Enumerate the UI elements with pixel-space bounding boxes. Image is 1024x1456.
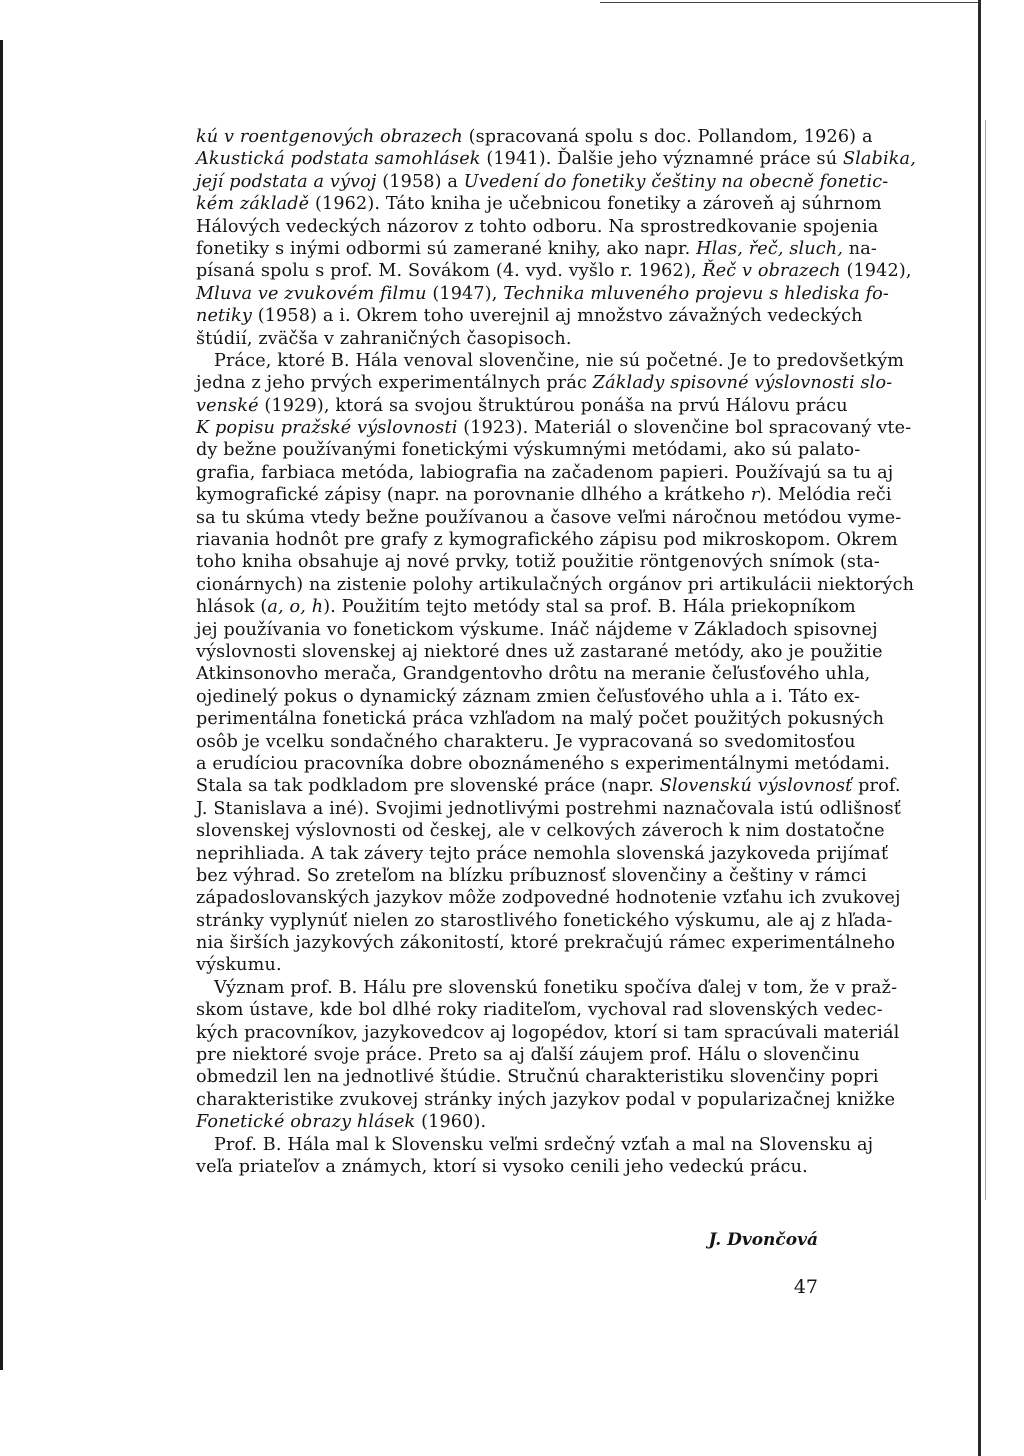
text-line xyxy=(196,932,896,954)
text-line xyxy=(196,260,912,282)
text-span: cionárnych) na zistenie polohy artikulačných orgánov pri artikulácii niektorých xyxy=(196,574,915,595)
text-line xyxy=(196,305,863,327)
text-span: sa tu skúma vtedy bežne používanou a časove veľmi náročnou metódou vyme- xyxy=(196,507,902,528)
text-line xyxy=(196,574,915,596)
text-span: hlások ( xyxy=(196,597,268,618)
text-line xyxy=(196,171,889,193)
text-line xyxy=(196,216,879,238)
text-line xyxy=(196,529,898,551)
text-span: fonetiky s inými odbormi sú zamerané knihy, ako napr. xyxy=(196,238,697,259)
text-span: ). Melódia reči xyxy=(759,485,892,506)
italic-title-text: a, o, h xyxy=(267,597,324,618)
text-span: kymografické zápisy (napr. na porovnanie dlhého a krátkeho xyxy=(196,485,751,506)
text-span: štúdií, zväčša v zahraničných časopisoch. xyxy=(196,328,572,349)
text-line xyxy=(196,1156,818,1178)
text-span: grafia, farbiaca metóda, labiografia na začadenom papieri. Používajú sa tu aj xyxy=(196,462,894,483)
text-line xyxy=(196,820,885,842)
text-line xyxy=(196,372,893,394)
text-line xyxy=(196,462,894,484)
text-span: (1960). xyxy=(415,1112,487,1133)
text-span: (1929), ktorá sa svojou štruktúrou ponáša na prvú Hálovu prácu xyxy=(258,395,848,416)
text-line xyxy=(196,350,905,372)
italic-title-text: K popisu pražské výslovnosti xyxy=(196,418,458,439)
text-line xyxy=(196,148,916,170)
italic-title-text: Uvedení do fonetiky češtiny na obecně fonetic- xyxy=(463,171,889,192)
text-span: jedna z jeho prvých experimentálnych prác xyxy=(196,373,593,394)
text-span: (1942), xyxy=(840,261,912,282)
text-line xyxy=(196,1066,879,1088)
text-line xyxy=(196,596,856,618)
text-span: (1962). Táto kniha je učebnicou fonetiky a zároveň aj súhrnom xyxy=(309,194,882,215)
text-span: (1941). Ďalšie jeho významné práce sú xyxy=(480,149,843,170)
article-body xyxy=(196,126,916,1178)
text-line xyxy=(196,798,901,820)
italic-title-text: Fonetické obrazy hlásek xyxy=(196,1112,416,1133)
text-span: obmedzil len na jednotlivé štúdie. Stručnú charakteristiku slovenčiny popri xyxy=(196,1067,879,1088)
text-span: výskumu. xyxy=(196,955,282,976)
text-span: skom ústave, kde bol dlhé roky riaditeľom, vychoval rad slovenských vedec- xyxy=(196,1000,883,1021)
text-line xyxy=(196,439,861,461)
text-line xyxy=(196,395,848,417)
text-span: kých pracovníkov, jazykovedcov aj logopédov, ktorí si tam spracúvali materiál xyxy=(196,1022,900,1043)
text-line xyxy=(196,775,901,797)
italic-title-text: její podstata a vývoj xyxy=(196,171,377,192)
text-span: J. Stanislava a iné). Svojimi jednotlivými postrehmi naznačovala istú odlišnosť xyxy=(196,798,901,819)
text-span: Význam prof. B. Hálu pre slovenskú fonetiku spočíva ďalej v tom, že v praž- xyxy=(214,977,898,998)
text-line xyxy=(196,865,867,887)
scan-edge-right-shadow xyxy=(985,120,986,1200)
text-span: ). Použitím tejto metódy stal sa prof. B. Hála priekopníkom xyxy=(323,597,856,618)
text-line xyxy=(196,484,892,506)
text-line xyxy=(196,1044,860,1066)
text-span: riavania hodnôt pre grafy z kymografického zápisu pod mikroskopom. Okrem xyxy=(196,530,898,551)
text-line xyxy=(196,887,901,909)
text-span: (1923). Materiál o slovenčine bol spracovaný vte- xyxy=(457,418,912,439)
text-line xyxy=(196,126,873,148)
text-span: veľa priateľov a známych, ktorí si vysoko cenili jeho vedeckú prácu. xyxy=(196,1156,808,1177)
text-span: písaná spolu s prof. M. Sovákom (4. vyd. vyšlo r. 1962), xyxy=(196,261,703,282)
text-span: Práce, ktoré B. Hála venoval slovenčine, nie sú početné. Je to predovšetkým xyxy=(214,350,905,371)
text-line xyxy=(196,417,912,439)
italic-title-text: venské xyxy=(196,395,259,416)
text-span: ojedinelý pokus o dynamický záznam zmien čeľusťového uhla a i. Táto ex- xyxy=(196,686,861,707)
text-span: (spracovaná spolu s doc. Pollandom, 1926) a xyxy=(462,127,873,147)
text-line xyxy=(196,1022,900,1044)
italic-title-text: kú v roentgenových obrazech xyxy=(196,127,463,147)
text-line xyxy=(196,731,856,753)
text-line xyxy=(196,507,902,529)
text-span: jej používania vo fonetickom výskume. Ináč nájdeme v Základoch spisovnej xyxy=(196,619,878,640)
text-span: perimentálna fonetická práca vzhľadom na malý počet použitých pokusných xyxy=(196,709,885,730)
text-line xyxy=(196,1089,896,1111)
text-span: (1958) a xyxy=(376,171,464,192)
text-line xyxy=(196,977,898,999)
text-line xyxy=(196,283,889,305)
text-span: (1958) a i. Okrem toho uverejnil aj množstvo závažných vedeckých xyxy=(251,306,863,327)
italic-title-text: Hlas, řeč, sluch, xyxy=(696,238,843,259)
text-span: charakteristike zvukovej stránky iných jazykov podal v popularizačnej knižke xyxy=(196,1089,896,1110)
text-line xyxy=(196,193,882,215)
text-span: západoslovanských jazykov môže zodpovedné hodnotenie vzťahu ich zvukovej xyxy=(196,888,901,909)
text-span: bez výhrad. So zreteľom na blízku príbuznosť slovenčiny a češtiny v rámci xyxy=(196,865,867,886)
text-span: a erudíciou pracovníka dobre oboznámeného s experimentálnymi metódami. xyxy=(196,753,891,774)
text-line xyxy=(196,954,818,976)
text-span: dy bežne používanými fonetickými výskumnými metódami, ako sú palato- xyxy=(196,440,861,461)
text-line xyxy=(196,843,889,865)
text-span: slovenskej výslovnosti od českej, ale v celkových záveroch k nim dostatočne xyxy=(196,821,885,842)
italic-title-text: Základy spisovné výslovnosti slo- xyxy=(592,373,893,394)
text-line xyxy=(196,328,818,350)
text-line xyxy=(196,641,883,663)
italic-title-text: Technika mluveného projevu s hlediska fo- xyxy=(503,283,889,304)
text-line xyxy=(196,619,878,641)
italic-title-text: netiky xyxy=(196,306,252,327)
text-span: neprihliada. A tak závery tejto práce nemohla slovenská jazykoveda prijímať xyxy=(196,843,889,864)
text-span: Hálových vedeckých názorov z tohto odboru. Na sprostredkovanie spojenia xyxy=(196,216,879,237)
italic-title-text: Mluva ve zvukovém filmu xyxy=(196,283,427,304)
text-span: Atkinsonovho merača, Grandgentovho drôtu na meranie čeľusťového uhla, xyxy=(196,664,871,685)
text-span: (1947), xyxy=(426,283,504,304)
text-line xyxy=(196,999,883,1021)
text-span: osôb je vcelku sondačného charakteru. Je vypracovaná so svedomitosťou xyxy=(196,731,856,752)
text-span: stránky vyplynúť nielen zo starostlivého fonetického výskumu, ale aj z hľada- xyxy=(196,910,893,931)
italic-title-text: r xyxy=(750,485,760,506)
scan-edge-right xyxy=(978,0,981,1456)
text-line xyxy=(196,910,893,932)
italic-title-text: Akustická podstata samohlásek xyxy=(196,149,481,170)
scan-edge-top xyxy=(600,2,980,3)
author-signature: J. Dvončová xyxy=(708,1230,818,1250)
page-number: 47 xyxy=(793,1276,818,1298)
text-span: nia širších jazykových zákonitostí, ktoré prekračujú rámec experimentálneho xyxy=(196,933,896,954)
italic-title-text: Slovenskú výslovnosť xyxy=(659,776,853,797)
text-span: na- xyxy=(843,238,877,259)
text-span: toho kniha obsahuje aj nové prvky, totiž použitie röntgenových snímok (sta- xyxy=(196,552,880,573)
text-span: výslovnosti slovenskej aj niektoré dnes už zastarané metódy, ako je použitie xyxy=(196,641,883,662)
text-line xyxy=(196,238,877,260)
text-line xyxy=(196,1111,818,1133)
text-span: Stala sa tak podkladom pre slovenské práce (napr. xyxy=(196,776,660,797)
text-line xyxy=(196,686,861,708)
text-line xyxy=(196,551,880,573)
italic-title-text: Řeč v obrazech xyxy=(702,261,841,282)
text-line xyxy=(196,753,891,775)
text-line xyxy=(196,1134,874,1156)
text-span: pre niektoré svoje práce. Preto sa aj ďalší záujem prof. Hálu o slovenčinu xyxy=(196,1045,860,1066)
italic-title-text: Slabika, xyxy=(842,149,916,170)
text-line xyxy=(196,663,871,685)
scan-edge-left xyxy=(0,40,3,1370)
text-span: prof. xyxy=(852,776,901,797)
text-span: Prof. B. Hála mal k Slovensku veľmi srdečný vzťah a mal na Slovensku aj xyxy=(214,1134,874,1155)
text-line xyxy=(196,708,885,730)
italic-title-text: kém základě xyxy=(196,194,310,215)
